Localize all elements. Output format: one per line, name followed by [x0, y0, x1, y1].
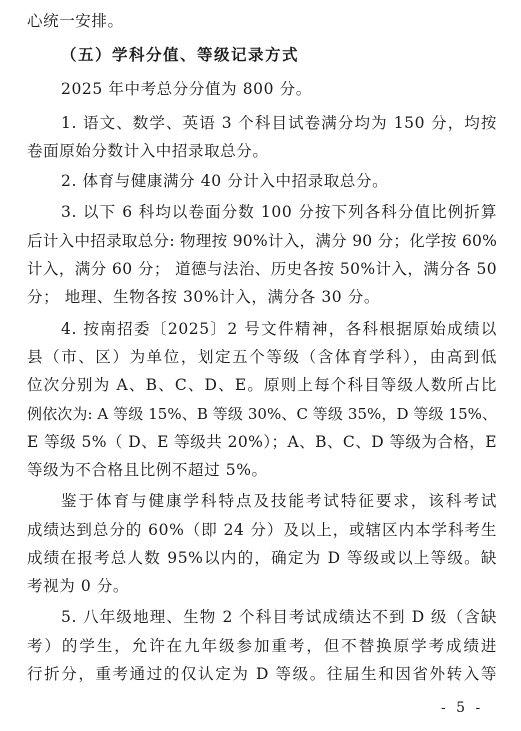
item-5-line-2: 考）的学生，允许在九年级参加重考，但不替换原学考成绩进: [27, 637, 497, 655]
item-4-line-3: 位次分别为 A、B、C、D、E。原则上每个科目等级人数所占比: [27, 376, 497, 394]
item-3-line-2: 后计入中招录取总分: 物理按 90%计入，满分 90 分；化学按 60%: [27, 232, 497, 250]
item-5-line-3: 行折分，重考通过的仅认定为 D 等级。往届生和因省外转入等: [27, 665, 497, 683]
paragraph-continuation: 心统一安排。: [27, 12, 124, 30]
item-3-line-3: 计入，满分 60 分； 道德与法治、历史各按 50%计入，满分各 50: [27, 260, 497, 278]
item-4-line-6: 等级为不合格且比例不超过 5%。: [27, 461, 268, 479]
item-3-line-1: 3. 以下 6 科均以卷面分数 100 分按下列各科分值比例折算: [61, 203, 497, 221]
item-3-line-4: 分； 地理、生物各按 30%计入，满分各 30 分。: [27, 288, 380, 306]
pe-paragraph-line-3: 成绩在报考总人数 95%以内的，确定为 D 等级或以上等级。缺: [27, 549, 497, 567]
item-5-line-1: 5. 八年级地理、生物 2 个科目考试成绩达不到 D 级（含缺: [61, 608, 497, 626]
item-1-line-1: 1. 语文、数学、英语 3 个科目试卷满分均为 150 分，均按: [61, 114, 497, 132]
item-4-line-4: 例依次为: A 等级 15%、B 等级 30%、C 等级 35%，D 等级 15%、: [27, 405, 497, 423]
section-heading: （五）学科分值、等级记录方式: [61, 45, 300, 64]
pe-paragraph-line-4: 考视为 0 分。: [27, 577, 130, 595]
pe-paragraph-line-1: 鉴于体育与健康学科特点及技能考试特征要求，该科考试: [61, 492, 497, 510]
item-4-line-5: E 等级 5%（ D、E 等级共 20%）；A、B、C、D 等级为合格，E: [27, 433, 497, 451]
item-1-line-2: 卷面原始分数计入中招录取总分。: [27, 142, 269, 160]
item-4-line-2: 县（市、区）为单位，划定五个等级（含体育学科），由高到低: [27, 348, 497, 366]
item-4-line-1: 4. 按南招委〔2025〕2 号文件精神，各科根据原始成绩以: [61, 320, 497, 338]
page-number: - 5 -: [441, 700, 484, 716]
pe-paragraph-line-2: 成绩达到总分的 60%（即 24 分）及以上，或辖区内本学科考生: [27, 521, 497, 539]
total-score-line: 2025 年中考总分分值为 800 分。: [61, 80, 312, 98]
item-2-line: 2. 体育与健康满分 40 分计入中招录取总分。: [61, 172, 389, 190]
